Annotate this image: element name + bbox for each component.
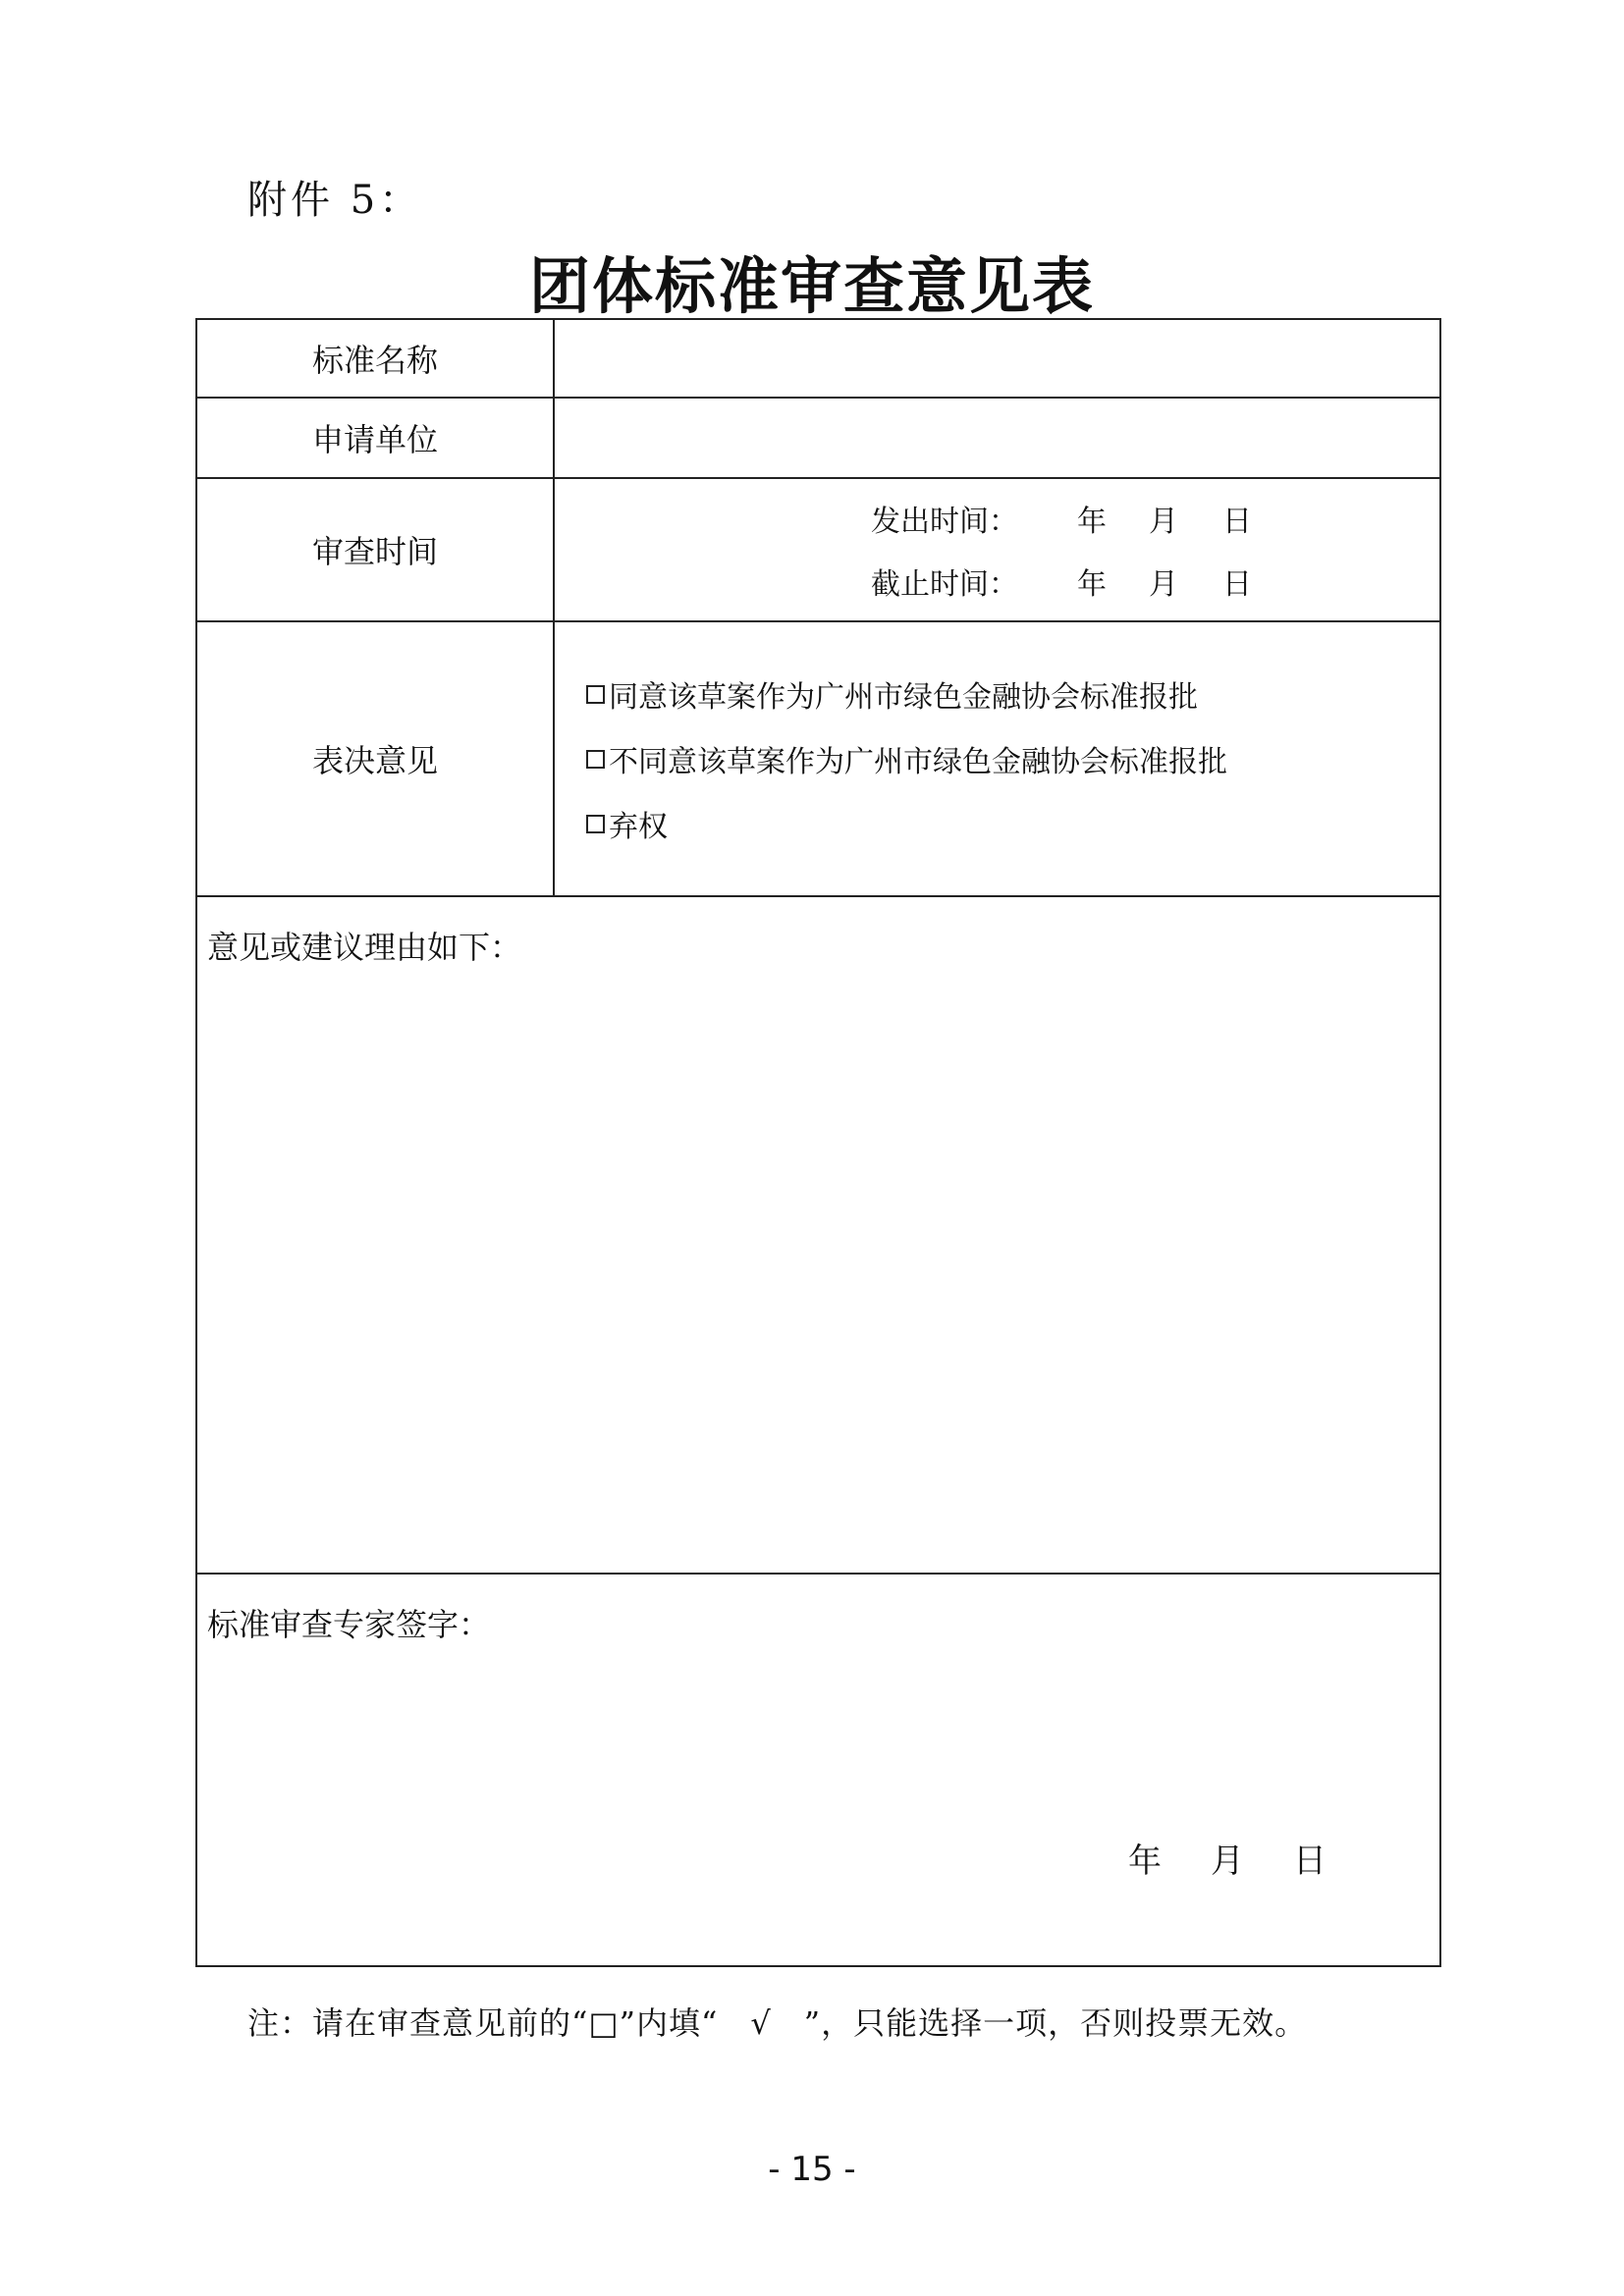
footnote: 注：请在审查意见前的“□”内填“ √ ”，只能选择一项，否则投票无效。: [247, 2004, 1308, 2042]
signature-field[interactable]: [196, 1574, 1440, 1966]
deadline-label: 截止时间：: [871, 567, 1018, 602]
comments-field[interactable]: [196, 896, 1440, 1574]
issue-time-line: [555, 487, 1439, 550]
review-form-table: [195, 318, 1441, 1967]
vote-option-agree-label: 同意该草案作为广州市绿色金融协会标准报批: [609, 680, 1198, 715]
vote-option-abstain[interactable]: [586, 791, 1439, 856]
signature-row: [196, 1574, 1440, 1966]
checkbox-icon[interactable]: [586, 685, 605, 704]
signature-date: [1079, 1834, 1326, 1882]
vote-option-abstain-label: 弃权: [609, 810, 668, 844]
issue-day-label[interactable]: 日: [1222, 505, 1252, 539]
deadline-month-label[interactable]: 月: [1149, 567, 1178, 602]
applicant-label: 申请单位: [196, 398, 554, 478]
issue-time-label: 发出时间：: [871, 505, 1018, 539]
signature-year-label: 年: [1128, 1842, 1162, 1881]
vote-option-disagree-label: 不同意该草案作为广州市绿色金融协会标准报批: [609, 745, 1227, 779]
checkbox-icon[interactable]: [586, 815, 605, 833]
deadline-line: [555, 550, 1439, 613]
standard-name-field[interactable]: [554, 319, 1440, 398]
comments-label: 意见或建议理由如下：: [207, 929, 522, 966]
signature-label: 标准审查专家签字：: [207, 1606, 491, 1643]
attachment-label: 附件 5：: [247, 178, 423, 223]
vote-label: 表决意见: [196, 621, 554, 896]
review-time-row: [196, 478, 1440, 621]
standard-name-label: 标准名称: [196, 319, 554, 398]
vote-option-disagree[interactable]: [586, 726, 1439, 791]
issue-month-label[interactable]: 月: [1149, 505, 1178, 539]
applicant-row: [196, 398, 1440, 478]
vote-row: [196, 621, 1440, 896]
applicant-field[interactable]: [554, 398, 1440, 478]
page-number: - 15 -: [768, 2150, 856, 2189]
checkbox-icon[interactable]: [586, 750, 605, 769]
comments-row: [196, 896, 1440, 1574]
vote-options-cell: [554, 621, 1440, 896]
vote-options: [555, 662, 1439, 856]
deadline-year-label[interactable]: 年: [1077, 567, 1107, 602]
vote-option-agree[interactable]: [586, 662, 1439, 726]
standard-name-row: [196, 319, 1440, 398]
review-time-cell: [554, 478, 1440, 621]
review-time-label: 审查时间: [196, 478, 554, 621]
form-title: 团体标准审查意见表: [528, 250, 1095, 322]
signature-day-label: 日: [1293, 1842, 1326, 1881]
deadline-day-label[interactable]: 日: [1222, 567, 1252, 602]
issue-year-label[interactable]: 年: [1077, 505, 1107, 539]
signature-month-label: 月: [1211, 1842, 1244, 1881]
